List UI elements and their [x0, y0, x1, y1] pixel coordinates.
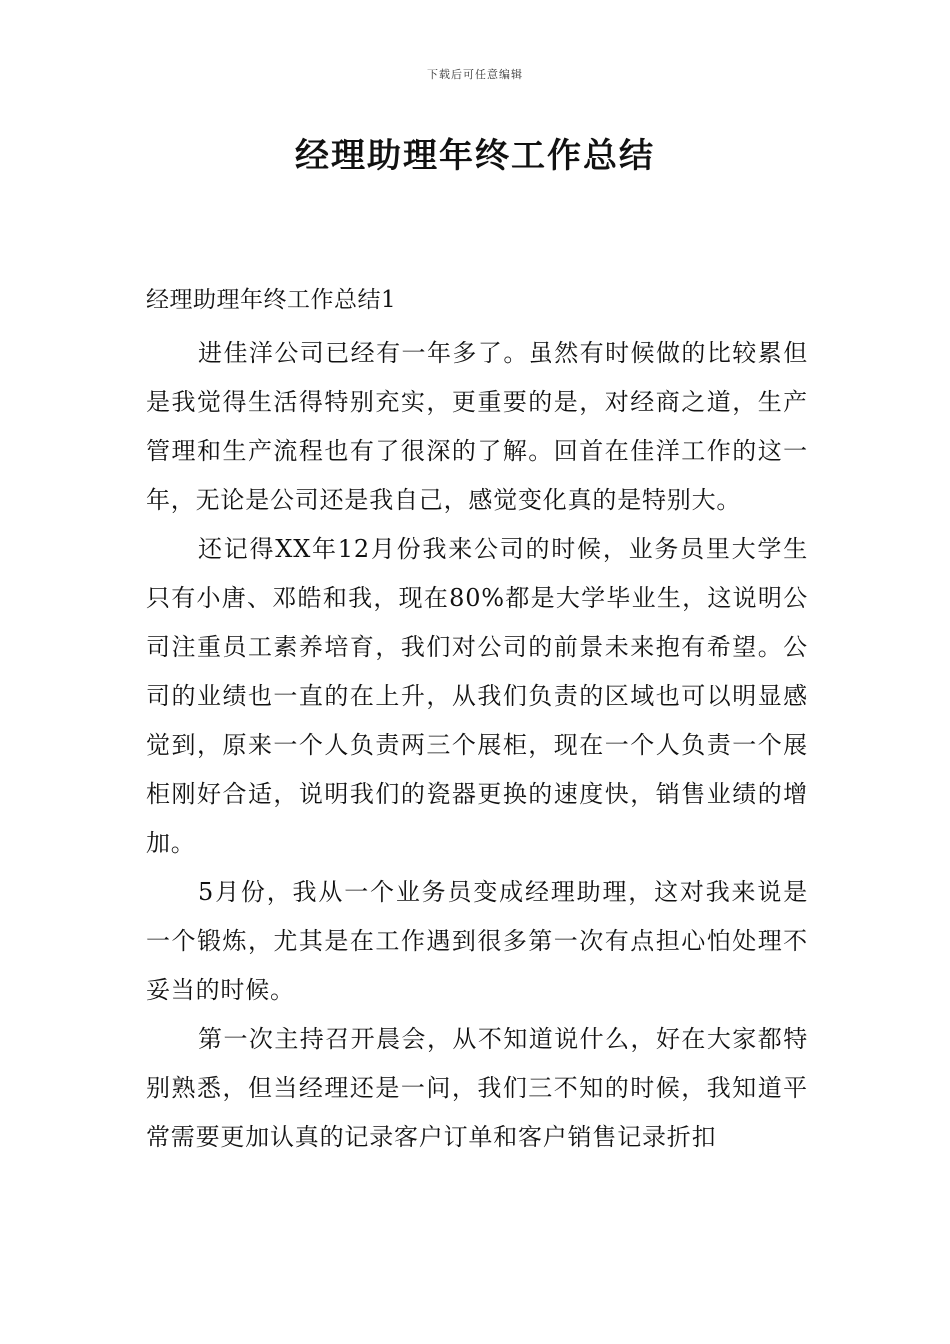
paragraph-1: 进佳洋公司已经有一年多了。虽然有时候做的比较累但是我觉得生活得特别充实，更重要的是，对经商之道，生产管理和生产流程也有了很深的了解。回首在佳洋工作的这一年，无论是公司还是我自己，感觉变化真的是特别大。 — [146, 339, 808, 514]
paragraph-2: 还记得XX年12月份我来公司的时候，业务员里大学生只有小唐、邓皓和我，现在80%都是大学毕业生，这说明公司注重员工素养培育，我们对公司的前景未来抱有希望。公司的业绩也一直的在上升，从我们负责的区域也可以明显感觉到，原来一个人负责两三个展柜，现在一个人负责一个展柜刚好合适，说明我们的瓷器更换的速度快，销售业绩的增加。 — [146, 535, 808, 857]
paragraph-3: 5月份，我从一个业务员变成经理助理，这对我来说是一个锻炼，尤其是在工作遇到很多第一次有点担心怕处理不妥当的时候。 — [146, 878, 808, 1004]
document-title: 经理助理年终工作总结 — [295, 136, 655, 176]
document-body — [146, 281, 808, 1162]
header-note: 下载后可任意编辑 — [427, 68, 523, 81]
section-heading: 经理助理年终工作总结1 — [146, 287, 397, 313]
paragraph-4: 第一次主持召开晨会，从不知道说什么，好在大家都特别熟悉，但当经理还是一问，我们三不知的时候，我知道平常需要更加认真的记录客户订单和客户销售记录折扣 — [146, 1025, 808, 1151]
